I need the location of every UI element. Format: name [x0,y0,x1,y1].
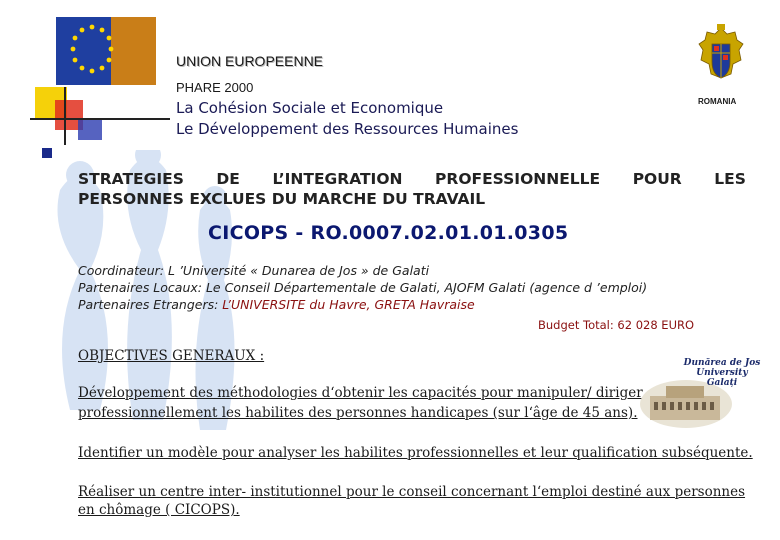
background-figures-decoration [0,150,330,540]
deco-blue-square [78,118,102,140]
deco-vertical-line [64,87,66,145]
partner-label: Partenaires Etrangers: [78,297,219,312]
budget-total: Budget Total: 62 028 EURO [538,318,695,332]
header-subtitle-development: Le Développement des Ressources Humaines [176,120,519,138]
header-eu-title: UNION EUROPEENNE [176,53,324,69]
strategy-title-line2: PERSONNES EXCLUES DU MARCHE DU TRAVAIL [78,190,486,208]
partner-label: Partenaires Locaux: [78,280,202,295]
objective-item-3-line2: en chômage ( CICOPS). [78,502,240,518]
strategy-word: STRATEGIES [78,170,184,188]
university-logo-icon [636,356,768,430]
objective-item-1-line1: Développement des méthodologies d‘obtenir les capacités pour manipuler/ diriger [78,385,643,401]
deco-horizontal-line [30,118,170,120]
partner-local [78,280,647,295]
strategy-word: POUR [632,170,682,188]
strategy-word: PROFESSIONNELLE [435,170,601,188]
university-name-line2: University [696,368,748,378]
strategy-word: L’INTEGRATION [272,170,403,188]
deco-small-blue-square [42,148,52,158]
strategy-word: LES [714,170,746,188]
objective-item-3-line1: Réaliser un centre inter- institutionnel pour le conseil concernant l‘emploi destiné aux personnes [78,484,746,500]
project-code: CICOPS - RO.0007.02.01.01.0305 [208,222,569,244]
partner-coordinator [78,263,429,278]
objective-item-2: Identifier un modèle pour analyser les habilites professionnelles et leur qualification subséquente. [78,445,753,461]
university-name-line3: Galați [706,378,738,388]
objectives-heading: OBJECTIVES GENERAUX : [78,348,265,364]
university-name-line1: Dunărea de Jos [683,358,761,368]
header-subtitle-cohesion: La Cohésion Sociale et Economique [176,99,444,117]
objective-item-1-line2: professionnellement les habilites des personnes handicapes (sur l‘âge de 45 ans). [78,405,638,421]
romania-crest-icon [696,24,746,96]
partner-label: Coordinateur: [78,263,165,278]
romania-label: ROMANIA [698,97,737,106]
partner-value: L ’Université « Dunarea de Jos » de Galati [164,263,430,278]
strategy-word: DE [216,170,240,188]
eu-flag-icon [56,17,156,85]
header-phare-title: PHARE 2000 [176,80,254,95]
partner-foreign [78,297,475,312]
partner-value: Le Conseil Départementale de Galati, AJOFM Galati (agence d ’emploi) [201,280,648,295]
strategy-title-line1 [78,170,746,188]
partner-value: L’UNIVERSITE du Havre, GRETA Havraise [218,297,475,312]
